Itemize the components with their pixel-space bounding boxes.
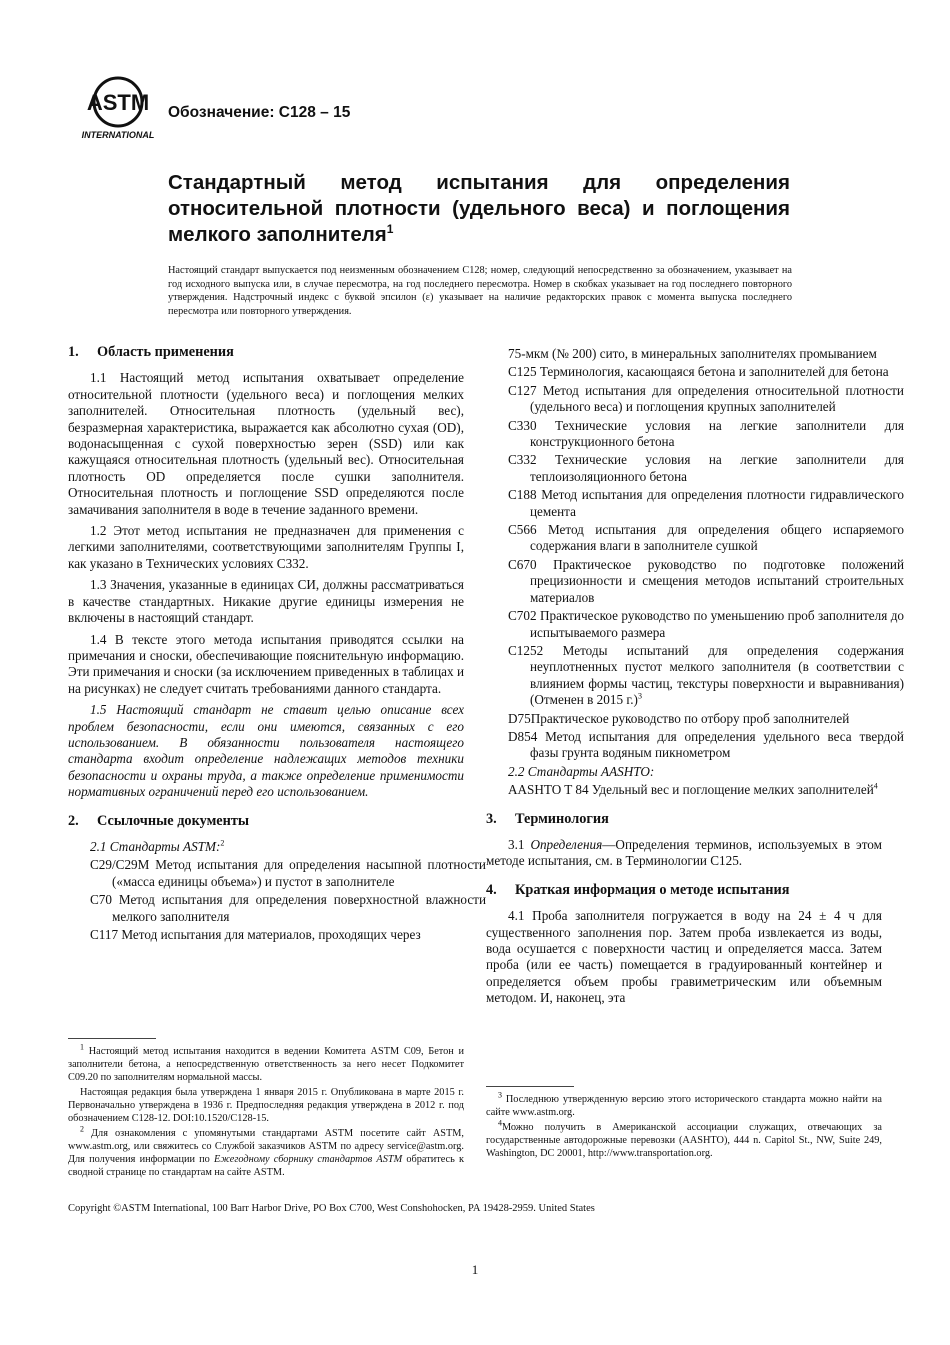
section-heading: 2. Ссылочные документы [68, 812, 250, 829]
designation: Обозначение: C128 – 15 [168, 104, 351, 121]
document-title: Стандартный метод испытания для определения относительной плотности (удельного веса) и поглощения мелкого заполнителя$^1$ [168, 171, 790, 246]
reference-item: C1252 Методы испытаний для определения содержания неуплотненных пустот мелкого заполнителя (в соответствии с влиянием формы частиц, текстуры поверхности и выравнивания) (Отменен в 2015 г.)$^3$ [508, 642, 904, 708]
left-column [68, 344, 486, 945]
intro-notice: Настоящий стандарт выпускается под неизменным обозначением C128; номер, следующий непосредственно за обозначением, указывает на год исходного выпуска или, в случае пересмотра, на год последнего пересмотра. Номер в скобках указывает на год последнего повторного утверждения. Надстрочный индекс с буквой эпсилон (ε) указывает на наличие редакторских правок с момента выпуска последнего пересмотра или повторного утверждения. [168, 265, 792, 317]
footnote: $^1$ Настоящий метод испытания находится в ведении Комитета ASTM C09, Бетон и заполнители бетона, а непосредственную ответственность за него несет Подкомитет C09.20 по заполнителям нормальной массы. [68, 1042, 464, 1083]
paragraph: 1.3 Значения, указанные в единицах СИ, должны рассматриваться в качестве стандартных. Никакие другие единицы измерения не включены в настоящий стандарт. [68, 577, 464, 626]
footnote: $^4$Можно получить в Американской ассоциации служащих, отвечающих за государственные автодорожные перевозки (AASHTO), 444 n. Capitol St., NW, Suite 249, Washington, DC 20001, http://www.transportation.org. [486, 1118, 882, 1159]
reference-item: AASHTO T 84 Удельный вес и поглощение мелких заполнителей$^4$ [508, 781, 878, 798]
reference-item: C330 Технические условия на легкие заполнители для конструкционного бетона [508, 417, 904, 450]
page-number: 1 [471, 1262, 479, 1277]
reference-item: C127 Метод испытания для определения относительной плотности (удельного веса) и поглощения крупных заполнителей [508, 382, 904, 415]
paragraph: 1.4 В тексте этого метода испытания приводятся ссылки на примечания и сноски, обеспечивающие пояснительную информацию. Эти примечания и сноски (за исключением приведенных в таблицах и на рисунках) не следует считать требованиями данного стандарта. [68, 631, 464, 696]
copyright: Copyright ©ASTM International, 100 Barr Harbor Drive, PO Box C700, West Conshohocken, PA 19428-2959. United States [68, 1203, 595, 1214]
footnote: $^2$ Для ознакомления с упомянутыми стандартами ASTM посетите сайт ASTM, www.astm.org, или свяжитесь со Службой заказчиков ASTM по адресу service@astm.org. Для получения информации по Ежегодному сборнику стандартов ASTM обратитесь к сводной странице по стандартам на сайте ASTM. [68, 1124, 465, 1178]
paragraph: 4.1 Проба заполнителя погружается в воду на 24 ± 4 ч для существенного заполнения пор. Затем проба извлекается из воды, вода осушается с поверхности частиц и определяется масса. Затем проба (или ее часть) помещается в градуированный контейнер и определяется объем пробы гравиметрическим или объемным методом. И, наконец, эта [486, 908, 882, 1006]
reference-item: C702 Практическое руководство по уменьшению проб заполнителя до испытываемого размера [508, 608, 904, 640]
footnote-divider [68, 1038, 156, 1039]
footnote-divider [486, 1086, 574, 1087]
section-heading: 4. Краткая информация о методе испытания [486, 881, 790, 898]
astm-logo [76, 74, 160, 144]
reference-item-continued: 75-мкм (№ 200) сито, в минеральных заполнителях промыванием [508, 346, 877, 361]
svg-text:INTERNATIONAL: INTERNATIONAL [81, 130, 155, 140]
footnotes [68, 1038, 464, 1181]
subsection-heading: 2.1 Стандарты ASTM:$^2$ [90, 838, 225, 854]
paragraph: 1.5 Настоящий стандарт не ставит целью описание всех проблем безопасности, если они имеются, связанных с его использованием. В обязанности пользователя настоящего стандарта входит определение надлежащих методов техники безопасности и охраны труда, а также определение применимости нормативных ограничений перед его использованием. [68, 702, 464, 800]
reference-item: C125 Терминология, касающаяся бетона и заполнителей для бетона [508, 364, 889, 380]
reference-item: C117 Метод испытания для материалов, проходящих через [90, 927, 421, 942]
right-column [486, 346, 904, 1012]
footnotes [486, 1086, 882, 1162]
section-heading: 3. Терминология [486, 810, 609, 827]
reference-item: C670 Практическое руководство по подготовке положений прецизионности и смещения методов испытаний строительных материалов [508, 556, 904, 605]
paragraph: 1.2 Этот метод испытания не предназначен для применения с легкими заполнителями, соответствующими заполнителям Группы I, как указано в Технических условиях C332. [68, 523, 464, 571]
footnote: Настоящая редакция была утверждена 1 января 2015 г. Опубликована в марте 2015 г. Первоначально утверждена в 1936 г. Предпоследняя редакция утверждена в 2012 г. под обозначением C128-12. DOI:10.1520/C128-15. [68, 1087, 464, 1124]
reference-item: C188 Метод испытания для определения плотности гидравлического цемента [508, 487, 904, 519]
reference-item: D75Практическое руководство по отбору проб заполнителей [508, 710, 850, 726]
reference-item: C70 Метод испытания для определения поверхностной влажности мелкого заполнителя [90, 892, 486, 924]
paragraph: 3.1 Определения—Определения терминов, используемых в этом методе испытания, см. в Терминологии C125. [486, 836, 882, 869]
reference-item: C29/C29M Метод испытания для определения насыпной плотности («масса единицы объема») и пустот в заполнителе [90, 857, 486, 889]
paragraph: 1.1 Настоящий метод испытания охватывает определение относительной плотности (удельного веса) и поглощения мелких заполнителей. Относительная плотность (удельный вес), безразмерная характеристика, выражается как абсолютно сухая (OD), водонасыщенная с сухой поверхностью зерен (SSD) или как кажущаяся относительная плотность (удельный вес). Относительная плотность OD определяется после сушки заполнителя. Относительная плотность и поглощение SSD определяются после замачивания заполнителя в воде в течение заданного времени. [68, 370, 464, 517]
section-heading: 1. Область применения [68, 344, 234, 360]
svg-text:ASTM: ASTM [86, 90, 150, 115]
subsection-heading: 2.2 Стандарты AASHTO: [508, 763, 655, 779]
reference-item: C566 Метод испытания для определения общего испаряемого содержания влаги в заполнителе сушкой [508, 522, 904, 554]
footnote: $^3$ Последнюю утвержденную версию этого исторического стандарта можно найти на сайте www.astm.org. [486, 1090, 882, 1118]
reference-item: D854 Метод испытания для определения удельного веса твердой фазы грунта водяным пикнометром [508, 728, 904, 761]
reference-item: C332 Технические условия на легкие заполнители для теплоизоляционного бетона [508, 452, 904, 484]
